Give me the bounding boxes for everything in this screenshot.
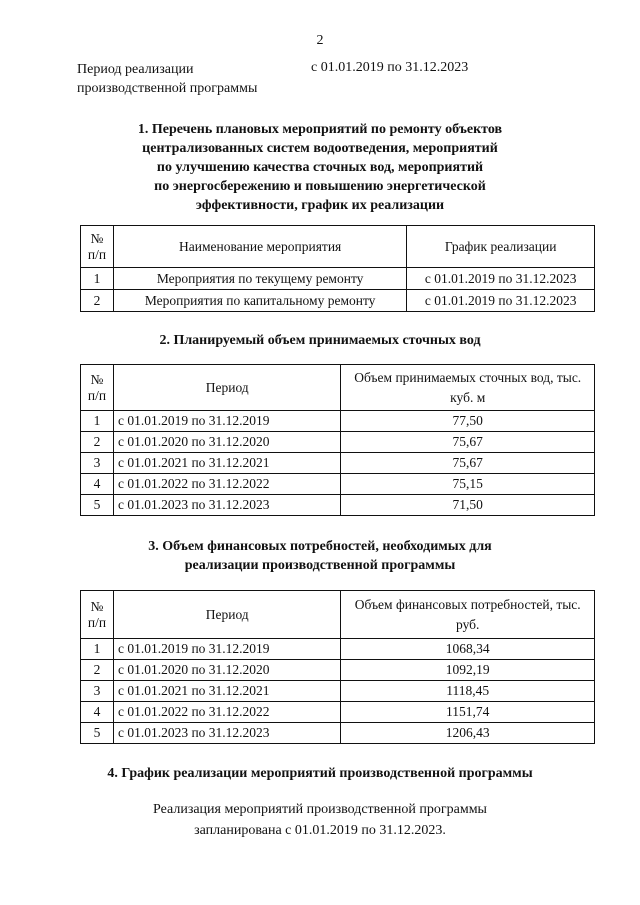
section4-title: 4. График реализации мероприятий производственной программы [107,766,533,781]
col-num-header: № п/п [81,365,114,411]
row-schedule: с 01.01.2019 по 31.12.2023 [407,268,595,290]
row-num: 5 [81,495,114,516]
row-name: Мероприятия по текущему ремонту [113,268,406,290]
table-row [81,723,595,744]
row-num: 3 [81,453,114,474]
wastewater-table [80,364,595,516]
finance-table [80,590,595,744]
period-label [77,60,287,98]
row-num: 4 [81,474,114,495]
section4-text-line1: Реализация мероприятий производственной программы [153,802,487,817]
col-value-header: Объем принимаемых сточных вод, тыс. куб. м [341,365,595,411]
col-name-header: Наименование мероприятия [113,226,406,268]
section3-title-line: 3. Объем финансовых потребностей, необходимых для [148,539,492,554]
row-name: Мероприятия по капитальному ремонту [113,290,406,312]
row-num: 2 [81,290,114,312]
section1-title-line: по улучшению качества сточных вод, мероприятий [156,160,484,175]
row-value: 1118,45 [341,681,595,702]
section1-title-line: 1. Перечень плановых мероприятий по ремонту объектов [137,122,503,137]
period-value: с 01.01.2019 по 31.12.2023 [311,60,469,75]
row-num: 4 [81,702,114,723]
section3-title [60,537,580,575]
row-num: 1 [81,411,114,432]
col-value-header: Объем финансовых потребностей, тыс. руб. [341,591,595,639]
col-schedule-header: График реализации [407,226,595,268]
table-row [81,453,595,474]
section4-text [60,799,580,841]
table-row [81,432,595,453]
col-period-header: Период [113,365,341,411]
row-num: 1 [81,268,114,290]
row-num: 2 [81,660,114,681]
section4-text-line2: запланирована с 01.01.2019 по 31.12.2023. [194,823,446,838]
table-header-row [81,591,595,639]
table-header-row [81,365,595,411]
section1-title [60,120,580,215]
row-value: 71,50 [341,495,595,516]
row-num: 3 [81,681,114,702]
row-period: с 01.01.2019 по 31.12.2019 [113,639,341,660]
row-period: с 01.01.2022 по 31.12.2022 [113,702,341,723]
section2-title: 2. Планируемый объем принимаемых сточных вод [159,333,481,348]
section1-title-line: по энергосбережению и повышению энергетической [154,179,486,194]
row-value: 75,15 [341,474,595,495]
table-row [81,660,595,681]
row-period: с 01.01.2020 по 31.12.2020 [113,660,341,681]
row-period: с 01.01.2020 по 31.12.2020 [113,432,341,453]
table-row [81,411,595,432]
row-num: 2 [81,432,114,453]
table-row [81,495,595,516]
period-label-line1: Период реализации [77,62,194,77]
table-row [81,702,595,723]
row-num: 5 [81,723,114,744]
row-period: с 01.01.2023 по 31.12.2023 [113,723,341,744]
measures-table [80,225,595,312]
row-value: 77,50 [341,411,595,432]
row-value: 1092,19 [341,660,595,681]
row-period: с 01.01.2021 по 31.12.2021 [113,681,341,702]
col-num-header: № п/п [81,226,114,268]
col-num-header: № п/п [81,591,114,639]
section1-title-line: централизованных систем водоотведения, мероприятий [142,141,498,156]
row-value: 75,67 [341,432,595,453]
row-value: 1068,34 [341,639,595,660]
section1-title-line: эффективности, график их реализации [195,198,445,213]
row-period: с 01.01.2023 по 31.12.2023 [113,495,341,516]
row-period: с 01.01.2021 по 31.12.2021 [113,453,341,474]
table-row [81,474,595,495]
section3-title-line: реализации производственной программы [184,558,456,573]
row-value: 75,67 [341,453,595,474]
row-period: с 01.01.2022 по 31.12.2022 [113,474,341,495]
row-period: с 01.01.2019 по 31.12.2019 [113,411,341,432]
table-header-row [81,226,595,268]
table-row [81,681,595,702]
table-row [81,268,595,290]
row-num: 1 [81,639,114,660]
table-row [81,639,595,660]
row-value: 1151,74 [341,702,595,723]
table-row [81,290,595,312]
period-label-line2: производственной программы [77,81,258,96]
col-period-header: Период [113,591,341,639]
row-schedule: с 01.01.2019 по 31.12.2023 [407,290,595,312]
row-value: 1206,43 [341,723,595,744]
page-number: 2 [316,33,324,48]
